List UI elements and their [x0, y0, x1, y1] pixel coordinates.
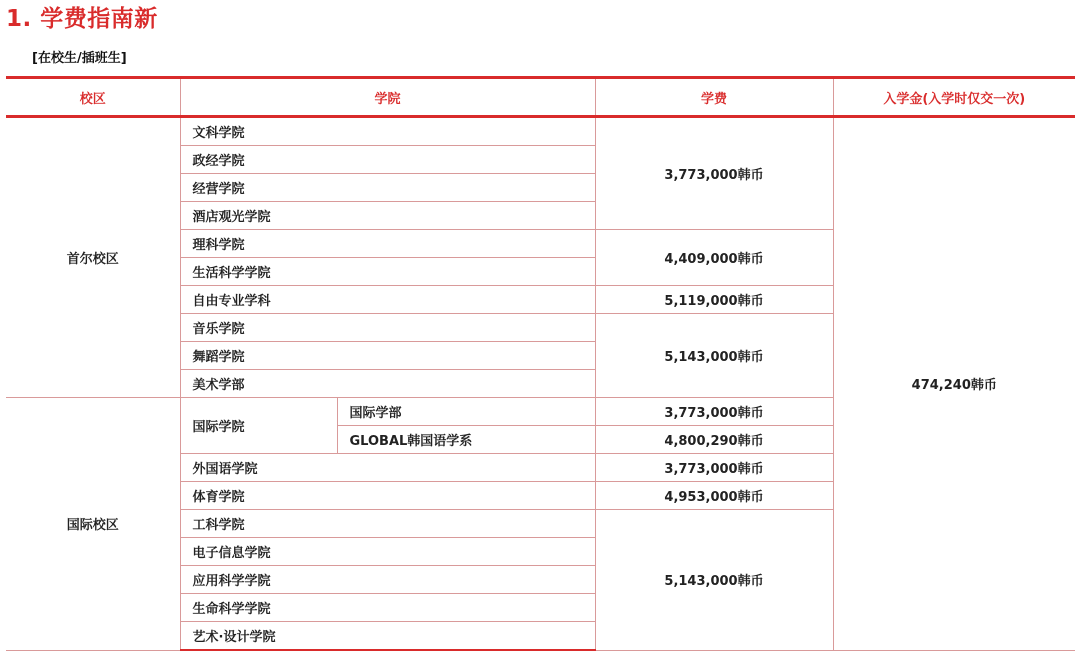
college-cell: 工科学院: [180, 510, 595, 538]
college-cell: 生活科学学院: [180, 258, 595, 286]
tuition-cell: 5,143,000韩币: [595, 510, 833, 651]
college-cell: 音乐学院: [180, 314, 595, 342]
tuition-cell: 4,409,000韩币: [595, 230, 833, 286]
college-cell: 自由专业学科: [180, 286, 595, 314]
student-type-label: [在校生/插班生]: [32, 51, 127, 66]
college-cell: 应用科学学院: [180, 566, 595, 594]
department-cell: 国际学部: [337, 398, 595, 426]
college-cell: 理科学院: [180, 230, 595, 258]
college-cell: 国际学院: [180, 398, 337, 454]
tuition-cell: 3,773,000韩币: [595, 454, 833, 482]
table-row: [6, 117, 1075, 146]
college-cell: 体育学院: [180, 482, 595, 510]
header-campus: 校区: [6, 78, 180, 117]
tuition-table: [6, 76, 1075, 651]
header-admission-fee: 入学金(入学时仅交一次): [833, 78, 1075, 117]
header-college: 学院: [180, 78, 595, 117]
admission-fee-cell: 474,240韩币: [833, 117, 1075, 651]
college-cell: 经营学院: [180, 174, 595, 202]
tuition-cell: 3,773,000韩币: [595, 117, 833, 230]
tuition-cell: 4,953,000韩币: [595, 482, 833, 510]
header-tuition: 学费: [595, 78, 833, 117]
campus-cell: 国际校区: [6, 398, 180, 651]
campus-cell: 首尔校区: [6, 117, 180, 398]
college-cell: 艺术·设计学院: [180, 622, 595, 651]
college-cell: 政经学院: [180, 146, 595, 174]
tuition-cell: 4,800,290韩币: [595, 426, 833, 454]
college-cell: 美术学部: [180, 370, 595, 398]
tuition-cell: 3,773,000韩币: [595, 398, 833, 426]
college-cell: 电子信息学院: [180, 538, 595, 566]
tuition-cell: 5,143,000韩币: [595, 314, 833, 398]
page-title: 1. 学费指南新: [6, 6, 158, 32]
college-cell: 舞蹈学院: [180, 342, 595, 370]
table-header-row: [6, 78, 1075, 117]
college-cell: 酒店观光学院: [180, 202, 595, 230]
college-cell: 外国语学院: [180, 454, 595, 482]
department-cell: GLOBAL韩国语学系: [337, 426, 595, 454]
tuition-cell: 5,119,000韩币: [595, 286, 833, 314]
college-cell: 文科学院: [180, 117, 595, 146]
college-cell: 生命科学学院: [180, 594, 595, 622]
